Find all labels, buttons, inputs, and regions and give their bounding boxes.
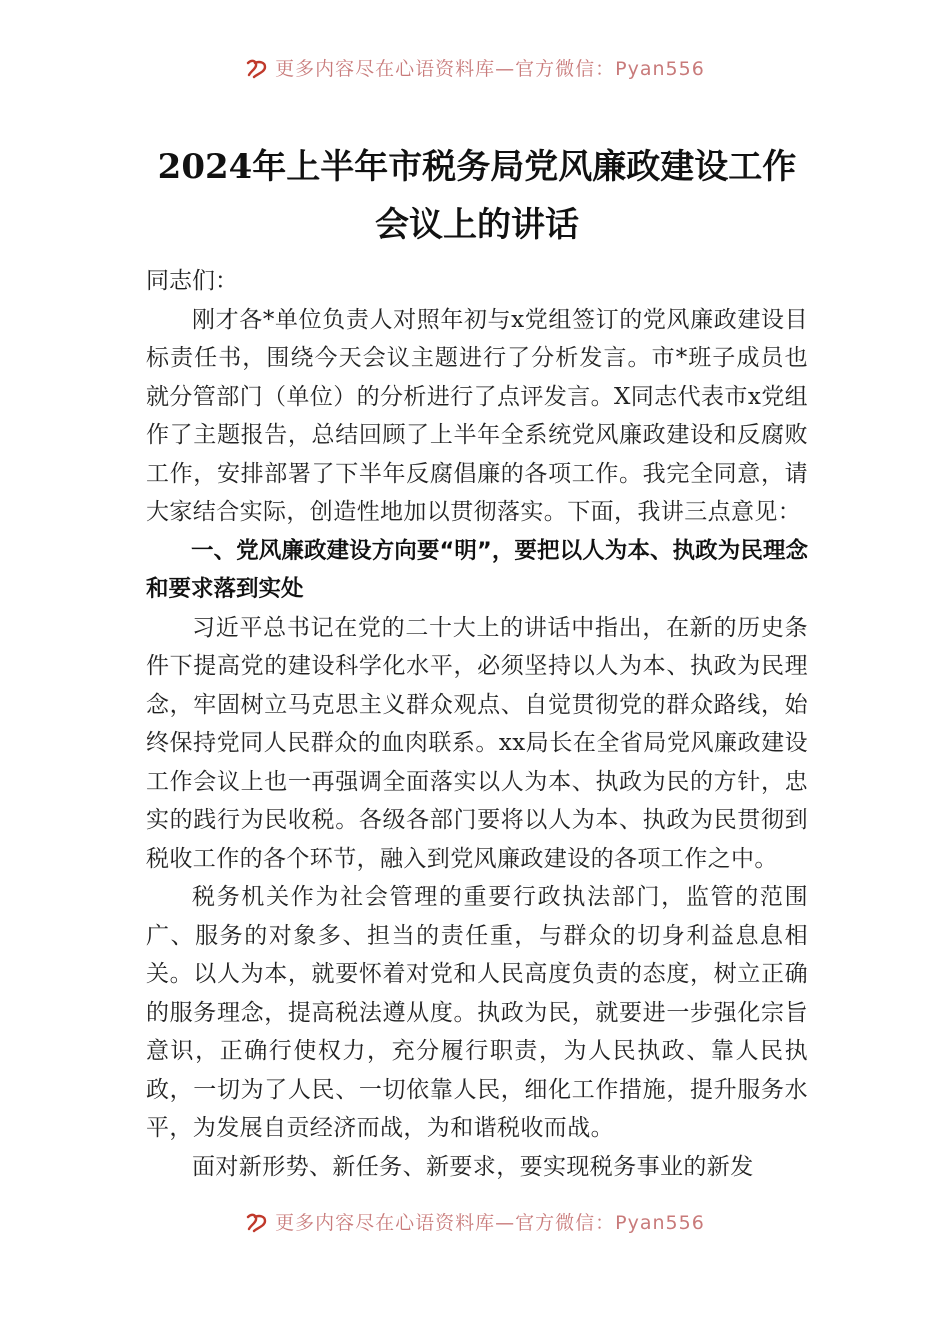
watermark-footer-text: 更多内容尽在心语资料库—官方微信：Pyan556 (275, 1212, 705, 1234)
paragraph-body: 面对新形势、新任务、新要求，要实现税务事业的新发 (192, 1153, 754, 1180)
paragraph-body: 习近平总书记在党的二十大上的讲话中指出，在新的历史条件下提高党的建设科学化水平，必须坚持以人为本、执政为民理念，牢固树立马克思主义群众观点、自觉贯彻党的群众路线，始终保持党同人民群众的血肉联系。xx局长在全省局党风廉政建设工作会议上也一再强调全面落实以人为本、执政为民的方针，忠实的践行为民收税。各级各部门要将以人为本、执政为民贯彻到税收工作的各个环节，融入到党风廉政建设的各项工作之中。 (146, 614, 808, 872)
document-title: 2024年上半年市税务局党风廉政建设工作会议上的讲话 (157, 147, 797, 245)
watermark-header (0, 56, 950, 82)
watermark-footer (0, 1210, 950, 1236)
paragraph-intro: 刚才各*单位负责人对照年初与x党组签订的党风廉政建设目标责任书，围绕今天会议主题进行了分析发言。市*班子成员也就分管部门（单位）的分析进行了点评发言。X同志代表市x党组作了主题报告，总结回顾了上半年全系统党风廉政建设和反腐败工作，安排部署了下半年反腐倡廉的各项工作。我完全同意，请大家结合实际，创造性地加以贯彻落实。下面，我讲三点意见： (146, 306, 808, 525)
brand-logo-icon (245, 1213, 269, 1233)
watermark-header-text: 更多内容尽在心语资料库—官方微信：Pyan556 (275, 58, 705, 80)
paragraph-body: 税务机关作为社会管理的重要行政执法部门，监管的范围广、服务的对象多、担当的责任重，与群众的切身利益息息相关。以人为本，就要怀着对党和人民高度负责的态度，树立正确的服务理念，提高税法遵从度。执政为民，就要进一步强化宗旨意识，正确行使权力，充分履行职责，为人民执政、靠人民执政，一切为了人民、一切依靠人民，细化工作措施，提升服务水平，为发展自贡经济而战，为和谐税收而战。 (146, 884, 808, 1141)
section-heading-1: 一、党风廉政建设方向要“明”，要把以人为本、执政为民理念和要求落到实处 (146, 537, 808, 602)
brand-logo-icon (245, 59, 269, 79)
document-page (146, 138, 808, 1186)
salutation: 同志们： (146, 268, 238, 294)
